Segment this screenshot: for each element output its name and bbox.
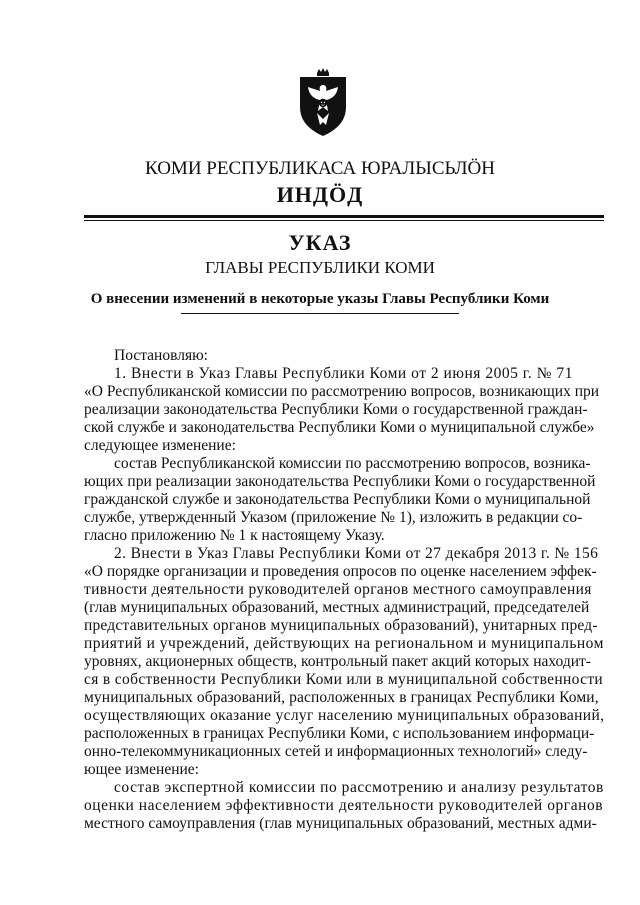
body-line: ющее изменение: bbox=[84, 761, 199, 778]
body-line: 1. Внести в Указ Главы Республики Коми от 2 июня 2005 г. № 71 bbox=[114, 365, 573, 382]
body-line: (глав муниципальных образований, местных администраций, председателей bbox=[84, 599, 590, 616]
body-line: оценки населением эффективности деятельности руководителей органов bbox=[84, 797, 604, 814]
document-type: УКАЗ bbox=[288, 230, 352, 255]
issuer: ГЛАВЫ РЕСПУБЛИКИ КОМИ bbox=[205, 258, 435, 277]
body-line: состав экспертной комиссии по рассмотрению и анализу результатов bbox=[114, 779, 604, 796]
document-title: О внесении изменений в некоторые указы Главы Республики Коми bbox=[90, 291, 550, 307]
header-divider-thin bbox=[84, 220, 604, 221]
body-line: гражданской службе и законодательства Республики Коми о муниципальной bbox=[84, 491, 591, 508]
body-line: ющих при реализации законодательства Республики Коми о государственной bbox=[84, 473, 596, 490]
title-underline bbox=[181, 313, 459, 314]
body-line: Постановляю: bbox=[114, 347, 208, 364]
body-line: «О порядке организации и проведения опросов по оценке населением эффек- bbox=[84, 563, 597, 580]
body-line: осуществляющих оказание услуг населению муниципальных образований, bbox=[84, 707, 605, 724]
body-line: «О Республиканской комиссии по рассмотрению вопросов, возникающих при bbox=[84, 383, 600, 400]
body-line: 2. Внести в Указ Главы Республики Коми от 27 декабря 2013 г. № 156 bbox=[114, 545, 599, 562]
republic-name: КОМИ РЕСПУБЛИКАСА ЮРАЛЫСЬЛÖН bbox=[145, 158, 495, 179]
body-line: приятий и учреждений, действующих на региональном и муниципальном bbox=[84, 635, 604, 652]
body-line: расположенных в границах Республики Коми, с использованием информаци- bbox=[84, 725, 595, 742]
body-line: местного самоуправления (глав муниципальных образований, местных адми- bbox=[84, 815, 597, 832]
document-type-komi: ИНДÖД bbox=[276, 182, 364, 207]
body-line: следующее изменение: bbox=[84, 437, 236, 454]
body-line: состав Республиканской комиссии по рассмотрению вопросов, возника- bbox=[114, 455, 591, 472]
coat-of-arms-icon bbox=[296, 67, 350, 137]
body-line: гласно приложению № 1 к настоящему Указу. bbox=[84, 527, 385, 544]
body-line: представительных органов муниципальных образований), унитарных пред- bbox=[84, 617, 598, 634]
body-line: муниципальных образований, расположенных в границах Республики Коми, bbox=[84, 689, 599, 706]
body-line: ся в собственности Республики Коми или в муниципальной собственности bbox=[84, 671, 604, 688]
header-divider-thick bbox=[84, 215, 604, 218]
body-line: службе, утвержденный Указом (приложение № 1), изложить в редакции со- bbox=[84, 509, 583, 526]
body-line: реализации законодательства Республики Коми о государственной граждан- bbox=[84, 401, 588, 418]
body-line: уровнях, акционерных обществ, контрольный пакет акций которых находит- bbox=[84, 653, 591, 670]
body-line: онно-телекоммуникационных сетей и информационных технологий» следу- bbox=[84, 743, 588, 760]
body-line: ской службе и законодательства Республики Коми о муниципальной службе» bbox=[84, 419, 595, 436]
body-line: тивности деятельности руководителей органов местного самоуправления bbox=[84, 581, 592, 598]
